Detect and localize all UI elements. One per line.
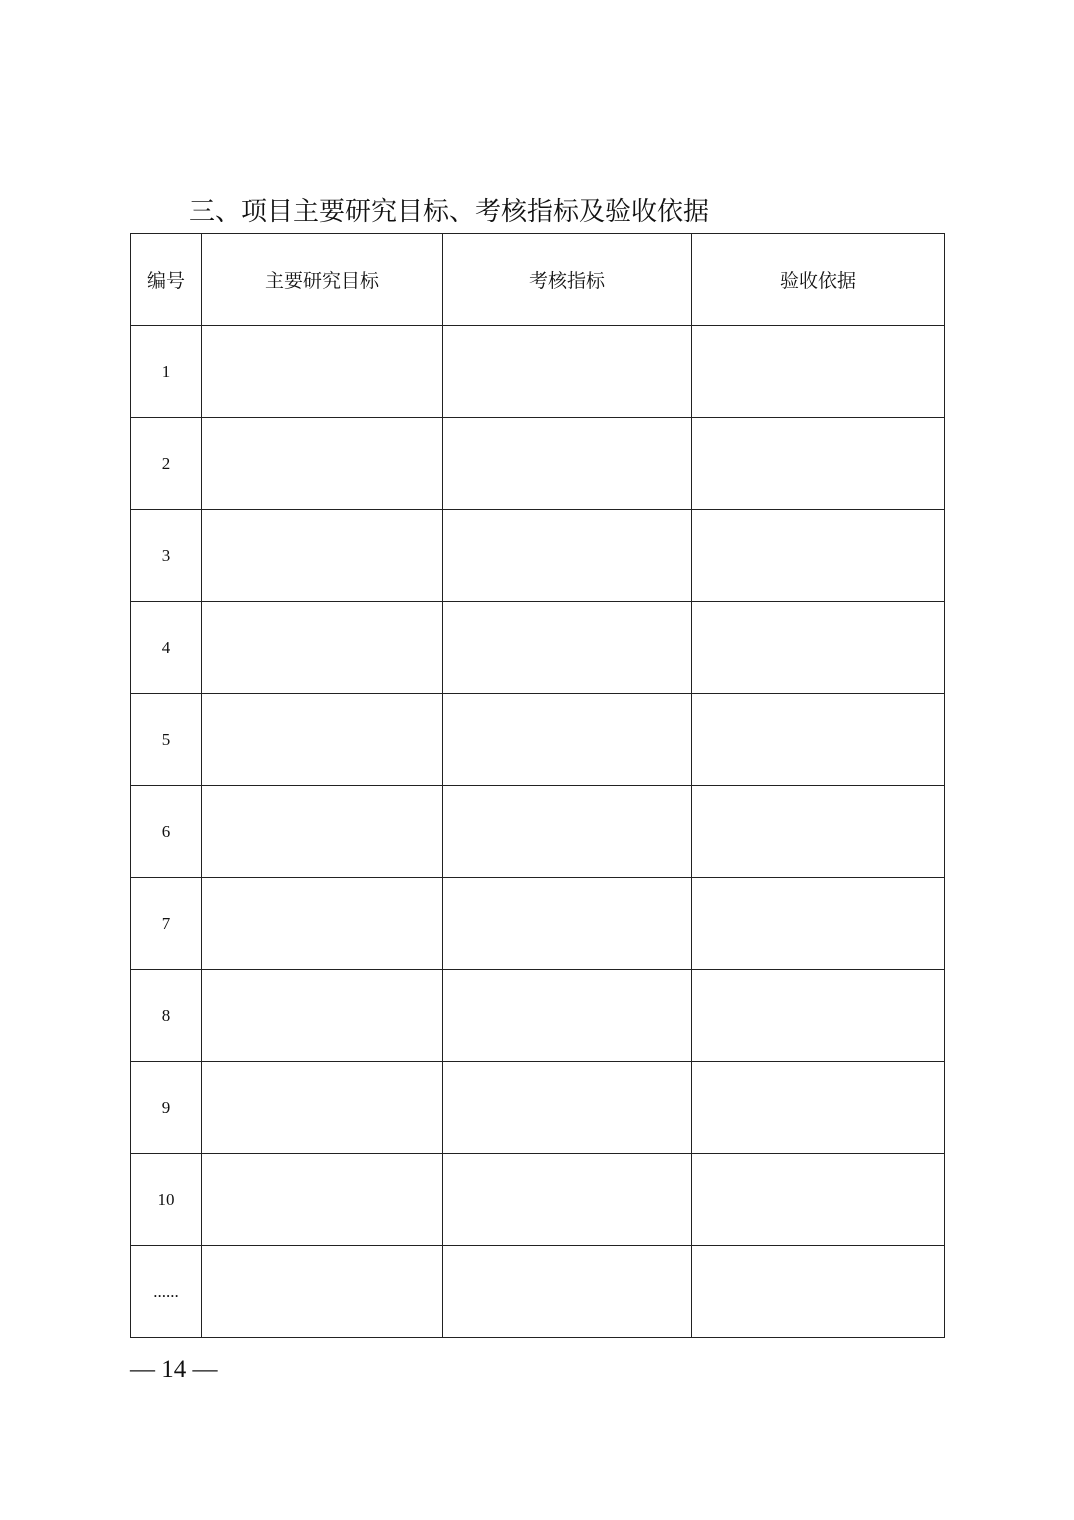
assessment-indicator-cell[interactable] <box>443 786 692 878</box>
row-number: 9 <box>131 1062 202 1154</box>
acceptance-basis-cell[interactable] <box>692 694 945 786</box>
research-goal-cell[interactable] <box>202 602 443 694</box>
acceptance-basis-cell[interactable] <box>692 1246 945 1338</box>
assessment-indicator-cell[interactable] <box>443 326 692 418</box>
acceptance-basis-cell[interactable] <box>692 326 945 418</box>
row-number: 8 <box>131 970 202 1062</box>
assessment-indicator-cell[interactable] <box>443 1062 692 1154</box>
row-number: 7 <box>131 878 202 970</box>
row-number: 1 <box>131 326 202 418</box>
acceptance-basis-cell[interactable] <box>692 970 945 1062</box>
assessment-indicator-cell[interactable] <box>443 878 692 970</box>
acceptance-basis-cell[interactable] <box>692 602 945 694</box>
table-header-row <box>131 234 945 326</box>
table-row <box>131 878 945 970</box>
header-assessment-indicator: 考核指标 <box>443 234 692 326</box>
header-acceptance-basis: 验收依据 <box>692 234 945 326</box>
table-row <box>131 510 945 602</box>
row-number: 3 <box>131 510 202 602</box>
research-goal-cell[interactable] <box>202 970 443 1062</box>
row-number: ...... <box>131 1246 202 1338</box>
table-row <box>131 694 945 786</box>
table-row <box>131 326 945 418</box>
acceptance-basis-cell[interactable] <box>692 418 945 510</box>
research-goal-cell[interactable] <box>202 1246 443 1338</box>
assessment-indicator-cell[interactable] <box>443 602 692 694</box>
header-research-goal: 主要研究目标 <box>202 234 443 326</box>
assessment-indicator-cell[interactable] <box>443 418 692 510</box>
research-goal-cell[interactable] <box>202 418 443 510</box>
research-goal-cell[interactable] <box>202 510 443 602</box>
table-row <box>131 1246 945 1338</box>
acceptance-basis-cell[interactable] <box>692 510 945 602</box>
research-goal-cell[interactable] <box>202 878 443 970</box>
table-row <box>131 418 945 510</box>
row-number: 10 <box>131 1154 202 1246</box>
table-row <box>131 602 945 694</box>
targets-table <box>130 233 945 1338</box>
row-number: 5 <box>131 694 202 786</box>
section-title: 三、项目主要研究目标、考核指标及验收依据 <box>189 197 710 227</box>
header-number: 编号 <box>131 234 202 326</box>
row-number: 2 <box>131 418 202 510</box>
table-row <box>131 970 945 1062</box>
assessment-indicator-cell[interactable] <box>443 1246 692 1338</box>
row-number: 4 <box>131 602 202 694</box>
page-number: — 14 — <box>130 1356 218 1383</box>
acceptance-basis-cell[interactable] <box>692 1062 945 1154</box>
research-goal-cell[interactable] <box>202 786 443 878</box>
table-row <box>131 1154 945 1246</box>
acceptance-basis-cell[interactable] <box>692 786 945 878</box>
table-row <box>131 1062 945 1154</box>
assessment-indicator-cell[interactable] <box>443 970 692 1062</box>
research-goal-cell[interactable] <box>202 694 443 786</box>
table-body <box>131 326 945 1338</box>
acceptance-basis-cell[interactable] <box>692 1154 945 1246</box>
assessment-indicator-cell[interactable] <box>443 694 692 786</box>
research-goal-cell[interactable] <box>202 1062 443 1154</box>
row-number: 6 <box>131 786 202 878</box>
research-goal-cell[interactable] <box>202 326 443 418</box>
table-row <box>131 786 945 878</box>
assessment-indicator-cell[interactable] <box>443 1154 692 1246</box>
assessment-indicator-cell[interactable] <box>443 510 692 602</box>
research-goal-cell[interactable] <box>202 1154 443 1246</box>
acceptance-basis-cell[interactable] <box>692 878 945 970</box>
